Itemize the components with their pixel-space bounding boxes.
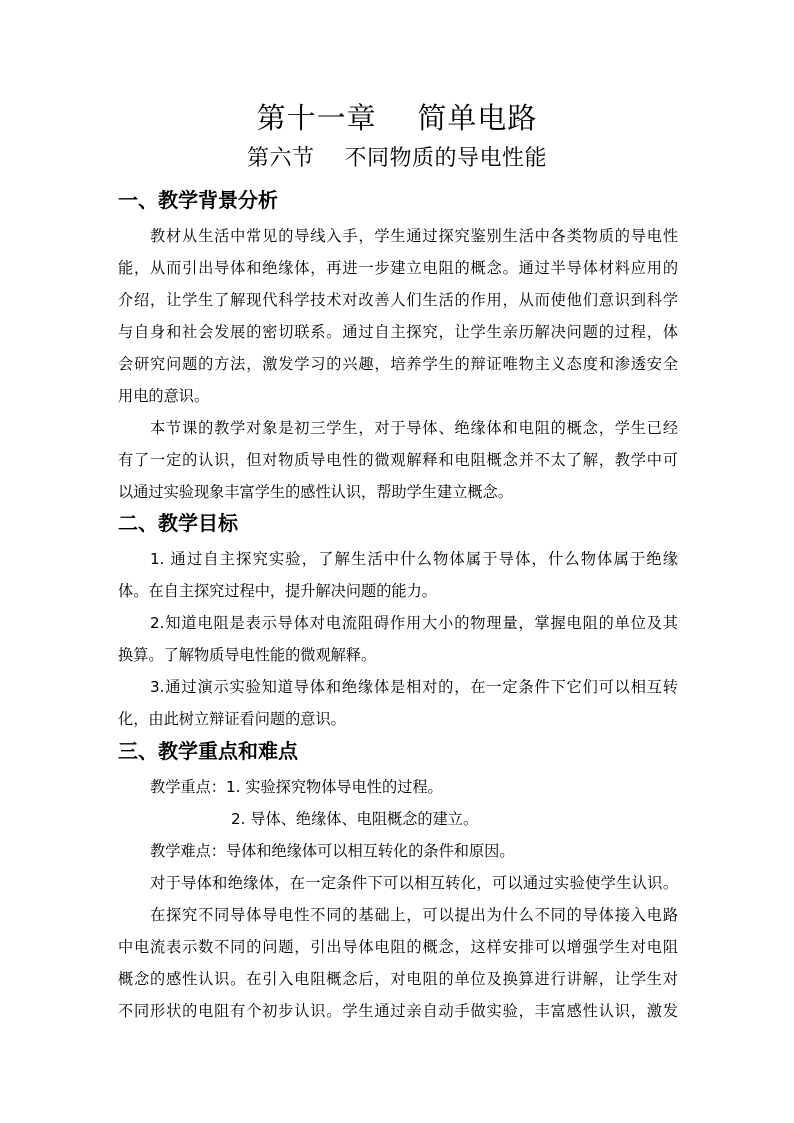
- body-text-line: 概念的感性认识。在引入电阻概念后，对电阻的单位及换算进行讲解，让学生对: [118, 970, 678, 988]
- body-text-line: 对于导体和绝缘体，在一定条件下可以相互转化，可以通过实验使学生认识。: [150, 874, 678, 892]
- body-text-line: 以通过实验现象丰富学生的感性认识，帮助学生建立概念。: [118, 483, 513, 501]
- objective-line: 3.通过演示实验知道导体和绝缘体是相对的，在一定条件下它们可以相互转: [150, 678, 678, 696]
- body-text-line: 用电的意识。: [118, 387, 210, 405]
- body-text-line: 教材从生活中常见的导线入手，学生通过探究鉴别生活中各类物质的导电性: [150, 227, 678, 245]
- objective-line: 体。在自主探究过程中，提升解决问题的能力。: [118, 582, 437, 600]
- heading-key-points: 三、教学重点和难点: [118, 739, 298, 763]
- chapter-title: 第十一章 简单电路: [256, 101, 538, 135]
- teaching-focus-line: 教学重点：1. 实验探究物体导电性的过程。: [150, 778, 443, 796]
- body-text-line: 会研究问题的方法，激发学习的兴趣，培养学生的辩证唯物主义态度和渗透安全: [118, 355, 678, 373]
- heading-teaching-objectives: 二、教学目标: [118, 511, 238, 535]
- objective-line: 2.知道电阻是表示导体对电流阻碍作用大小的物理量，掌握电阻的单位及其: [150, 614, 678, 632]
- body-text-line: 中电流表示数不同的问题，引出导体电阻的概念，这样安排可以增强学生对电阻: [118, 938, 678, 956]
- body-text-line: 不同形状的电阻有个初步认识。学生通过亲自动手做实验，丰富感性认识，激发: [118, 1002, 678, 1020]
- body-text-line: 能，从而引出导体和绝缘体，再进一步建立电阻的概念。通过半导体材料应用的: [118, 259, 678, 277]
- teaching-difficulty-line: 教学难点：导体和绝缘体可以相互转化的条件和原因。: [150, 842, 515, 860]
- objective-line: 化，由此树立辩证看问题的意识。: [118, 710, 346, 728]
- objective-line: 1. 通过自主探究实验，了解生活中什么物体属于导体，什么物体属于绝缘: [150, 550, 678, 568]
- teaching-focus-line: 2. 导体、绝缘体、电阻概念的建立。: [231, 810, 479, 828]
- section-title: 第六节 不同物质的导电性能: [247, 146, 547, 171]
- body-text-line: 在探究不同导体导电性不同的基础上，可以提出为什么不同的导体接入电路: [150, 906, 678, 924]
- body-text-line: 有了一定的认识，但对物质导电性的微观解释和电阻概念并不太了解，教学中可: [118, 451, 678, 469]
- objective-line: 换算。了解物质导电性能的微观解释。: [118, 646, 377, 664]
- heading-background-analysis: 一、教学背景分析: [118, 188, 278, 212]
- body-text-line: 本节课的教学对象是初三学生，对于导体、绝缘体和电阻的概念，学生已经: [150, 419, 678, 437]
- body-text-line: 介绍，让学生了解现代科学技术对改善人们生活的作用，从而使他们意识到科学: [118, 291, 678, 309]
- body-text-line: 与自身和社会发展的密切联系。通过自主探究，让学生亲历解决问题的过程，体: [118, 323, 678, 341]
